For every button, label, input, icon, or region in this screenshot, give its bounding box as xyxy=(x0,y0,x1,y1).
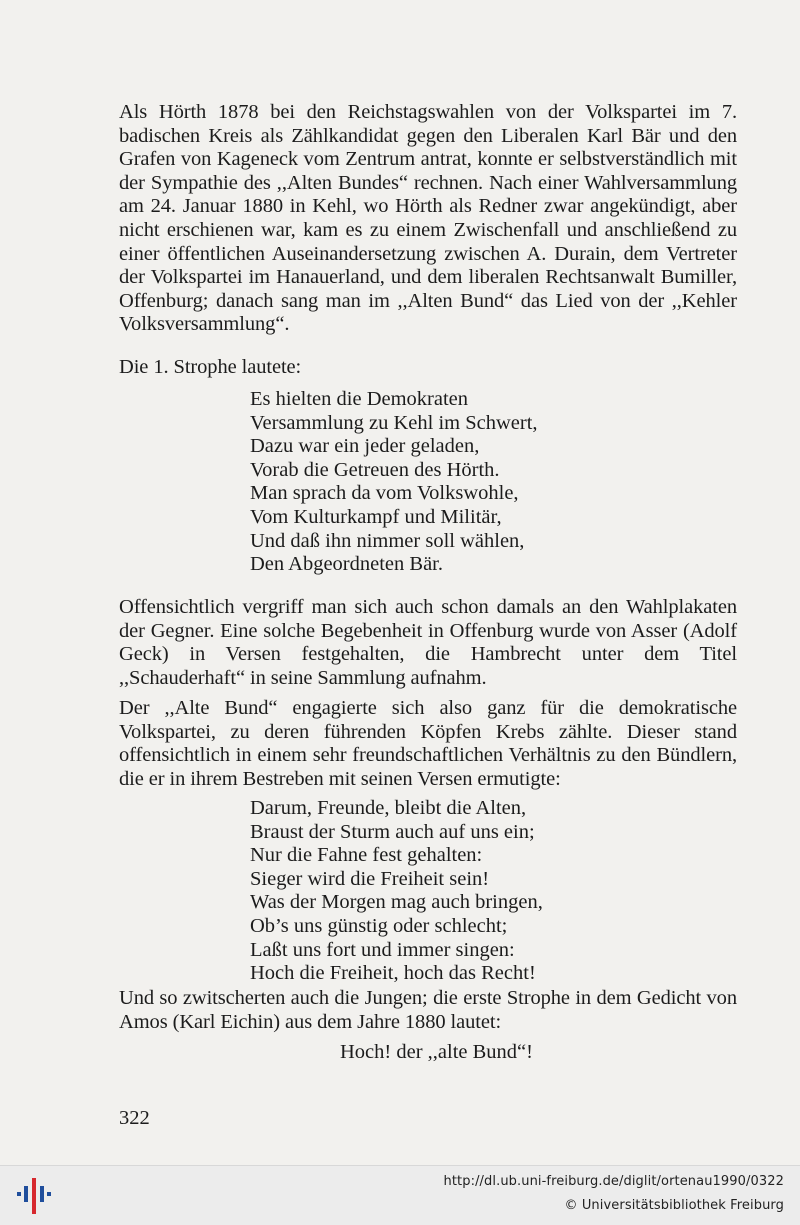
poem-line: Ob’s uns günstig oder schlecht; xyxy=(250,914,508,937)
poem-line: Dazu war ein jeder geladen, xyxy=(250,435,480,458)
poem-line: Versammlung zu Kehl im Schwert, xyxy=(250,411,538,434)
paragraph-2 xyxy=(119,596,737,690)
paragraph-4-text: Und so zwitscherten auch die Jungen; die erste Strophe in dem Gedicht von Amos (Karl Eichin) aus dem Jahre 1880 lautet: xyxy=(119,987,737,1033)
poem-line: Nur die Fahne fest gehalten: xyxy=(250,844,483,867)
poem-line: Darum, Freunde, bleibt die Alten, xyxy=(250,797,527,819)
poem-line: Was der Morgen mag auch bringen, xyxy=(250,891,543,914)
poem-line: Man sprach da vom Volkswohle, xyxy=(250,482,519,505)
document-url-link[interactable]: http://dl.ub.uni-freiburg.de/diglit/ortenau1990/0322 xyxy=(443,1174,784,1189)
poem-kehler-volksversammlung xyxy=(250,388,538,577)
ub-freiburg-logo-icon[interactable] xyxy=(14,1176,54,1216)
poem-line: Laßt uns fort und immer singen: xyxy=(250,938,515,961)
paragraph-3 xyxy=(119,697,737,791)
paragraph-4 xyxy=(119,987,737,1034)
strophe-intro-text: Die 1. Strophe lautete: xyxy=(119,356,302,378)
paragraph-1 xyxy=(119,101,737,337)
poem-line: Vom Kulturkampf und Militär, xyxy=(250,505,502,528)
paragraph-1-text: Als Hörth 1878 bei den Reichstagswahlen von der Volkspartei im 7. badischen Kreis als Zählkandidat gegen den Liberalen Karl Bär und den Grafen von Kageneck vom Zentrum antrat, konnte er selbstverständlich mit der Sympathie des ,,Alten Bundes“ rechnen. Nach einer Wahlversammlung am 24. Januar 1880 in Kehl, wo Hörth als Redner zwar angekündigt, aber nicht erschienen war, kam es zu einem Zwischenfall und anschließend zu einer öffentlichen Auseinandersetzung zwischen A. Durain, dem Vertreter der Volkspartei im Hanauerland, und dem liberalen Rechtsanwalt Bumiller, Offenburg; danach sang man im ,,Alten Bund“ das Lied von der ,,Kehler Volksversammlung“. xyxy=(119,101,737,336)
poem-line: Vorab die Getreuen des Hörth. xyxy=(250,458,500,481)
poem-line: Hoch die Freiheit, hoch das Recht! xyxy=(250,962,536,985)
poem-line: Es hielten die Demokraten xyxy=(250,388,469,410)
viewer-footer xyxy=(0,1165,800,1225)
poem-line: Und daß ihn nimmer soll wählen, xyxy=(250,529,525,552)
paragraph-2-text: Offensichtlich vergriff man sich auch schon damals an den Wahlplakaten der Gegner. Eine solche Begebenheit in Offenburg wurde von Asser (Adolf Geck) in Versen festgehalten, die Hambrecht unter dem Titel ,,Schauderhaft“ in seine Sammlung aufnahm. xyxy=(119,596,737,689)
strophe-intro xyxy=(119,356,737,380)
paragraph-3-text: Der ,,Alte Bund“ engagierte sich also ganz für die demokratische Volkspartei, zu deren führenden Köpfen Krebs zählte. Dieser stand offensichtlich in einem sehr freundschaftlichen Verhältnis zu den Bündlern, die er in ihrem Bestreben mit seinen Versen ermutigte: xyxy=(119,697,737,790)
poem-amos-title xyxy=(340,1041,533,1065)
page-number: 322 xyxy=(119,1107,150,1129)
poem-line: Sieger wird die Freiheit sein! xyxy=(250,867,490,890)
poem-line: Hoch! der ,,alte Bund“! xyxy=(340,1041,533,1063)
poem-krebs xyxy=(250,797,543,986)
poem-line: Braust der Sturm auch auf uns ein; xyxy=(250,820,535,843)
copyright-notice: © Universitätsbibliothek Freiburg xyxy=(564,1198,784,1213)
poem-line: Den Abgeordneten Bär. xyxy=(250,553,443,576)
